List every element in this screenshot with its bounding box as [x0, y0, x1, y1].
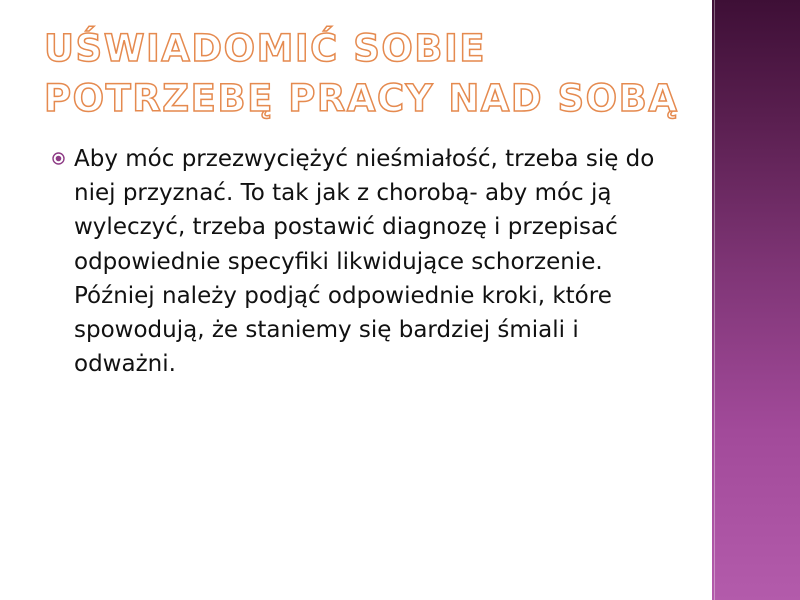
bullet-item	[50, 142, 660, 381]
decorative-side-band	[712, 0, 800, 600]
bullet-text: Aby móc przezwyciężyć nieśmiałość, trzeba się do niej przyznać. To tak jak z chorobą- aby móc ją wyleczyć, trzeba postawić diagnozę i przepisać odpowiednie specyfiki likwidujące schorzenie. Później należy podjąć odpowiednie kroki, które spowodują, że staniemy się bardziej śmiali i odważni.	[74, 146, 655, 378]
slide-content	[50, 142, 660, 381]
slide-title: UŚWIADOMIĆ SOBIE POTRZEBĘ PRACY NAD SOBĄ	[44, 27, 679, 120]
circle-bullet-icon	[52, 152, 65, 165]
